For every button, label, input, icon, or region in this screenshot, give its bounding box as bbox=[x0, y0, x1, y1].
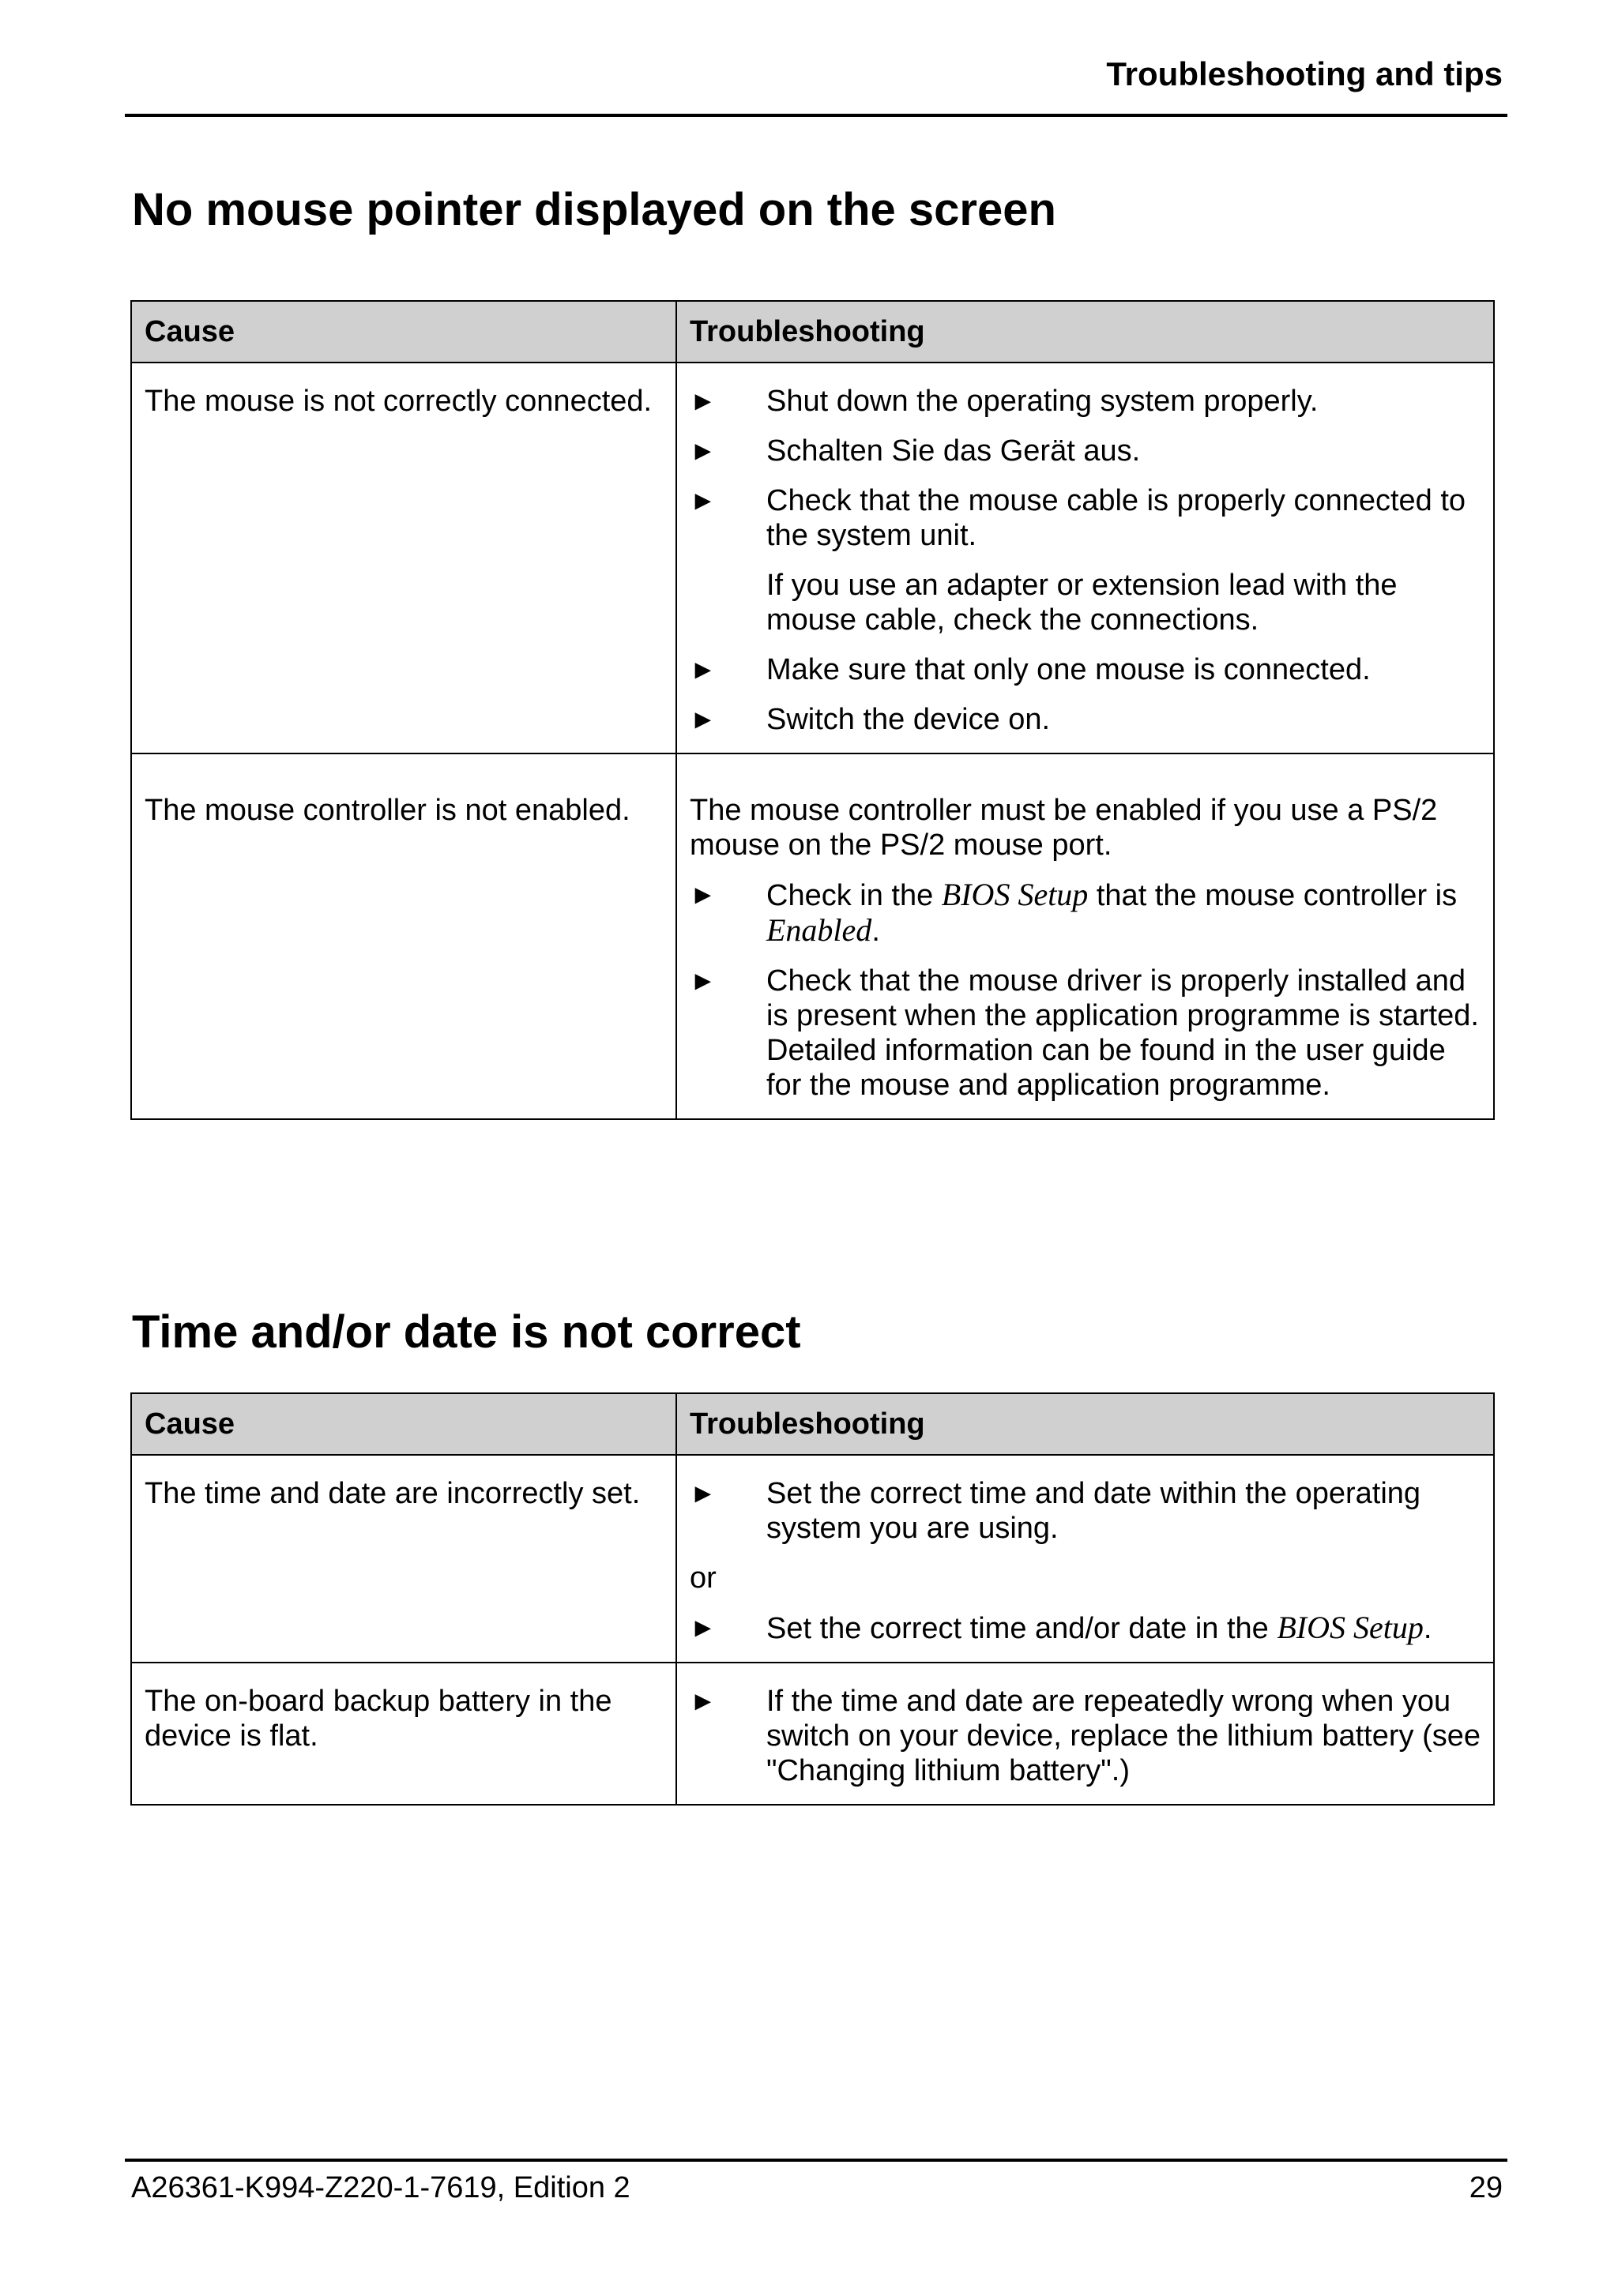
troubleshooting-cell bbox=[676, 1663, 1494, 1805]
bullet-arrow-icon: ► bbox=[690, 1686, 717, 1716]
cause-cell: The mouse controller is not enabled. bbox=[131, 753, 676, 1119]
page-header bbox=[125, 55, 1507, 117]
step-text bbox=[766, 877, 1481, 949]
step-text-suffix: . bbox=[1423, 1612, 1432, 1645]
table-header-row bbox=[131, 301, 1494, 363]
troubleshooting-step bbox=[690, 964, 1481, 1103]
column-header-cause: Cause bbox=[131, 1393, 676, 1455]
step-text-prefix: Set the correct time and/or date in the bbox=[766, 1612, 1277, 1645]
mouse-pointer-table bbox=[130, 300, 1495, 1120]
step-text: Schalten Sie das Gerät aus. bbox=[766, 434, 1141, 468]
intro-text: The mouse controller must be enabled if you use a PS/2 mouse on the PS/2 mouse port. bbox=[690, 794, 1438, 862]
column-header-troubleshooting: Troubleshooting bbox=[676, 1393, 1494, 1455]
bullet-arrow-icon: ► bbox=[690, 655, 717, 685]
bullet-arrow-icon: ► bbox=[690, 1613, 717, 1643]
bullet-arrow-icon: ► bbox=[690, 386, 717, 416]
time-date-table bbox=[130, 1392, 1495, 1806]
cause-cell: The on-board backup battery in the device is flat. bbox=[131, 1663, 676, 1805]
cause-cell: The time and date are incorrectly set. bbox=[131, 1455, 676, 1663]
section-title-mouse-pointer: No mouse pointer displayed on the screen bbox=[132, 184, 1056, 235]
step-text: If the time and date are repeatedly wrong when you switch on your device, replace the lithium battery (see "Changing lithium battery".) bbox=[766, 1685, 1481, 1787]
table-row bbox=[131, 363, 1494, 753]
step-text: Make sure that only one mouse is connected. bbox=[766, 653, 1371, 686]
or-separator: or bbox=[690, 1561, 717, 1595]
step-text: Check that the mouse cable is properly connected to the system unit. bbox=[766, 484, 1466, 552]
bullet-arrow-icon: ► bbox=[690, 966, 717, 996]
troubleshooting-step bbox=[690, 702, 1481, 737]
step-text: Switch the device on. bbox=[766, 703, 1051, 736]
step-text-middle: that the mouse controller is bbox=[1088, 879, 1458, 912]
troubleshooting-step bbox=[690, 384, 1481, 419]
table-header-row bbox=[131, 1393, 1494, 1455]
bullet-arrow-icon: ► bbox=[690, 705, 717, 735]
page-footer bbox=[125, 2159, 1507, 2204]
troubleshooting-step bbox=[690, 434, 1481, 468]
step-note: If you use an adapter or extension lead with the mouse cable, check the connections. bbox=[766, 569, 1398, 637]
cause-cell: The mouse is not correctly connected. bbox=[131, 363, 676, 753]
column-header-cause: Cause bbox=[131, 301, 676, 363]
section-title-time-date: Time and/or date is not correct bbox=[132, 1306, 801, 1358]
troubleshooting-cell bbox=[676, 363, 1494, 753]
troubleshooting-step bbox=[690, 1610, 1481, 1646]
bullet-arrow-icon: ► bbox=[690, 436, 717, 466]
troubleshooting-step bbox=[690, 877, 1481, 949]
table-row bbox=[131, 1455, 1494, 1663]
troubleshooting-cell bbox=[676, 753, 1494, 1119]
step-text bbox=[766, 1610, 1481, 1646]
troubleshooting-step bbox=[690, 483, 1481, 553]
bullet-arrow-icon: ► bbox=[690, 486, 717, 516]
troubleshooting-cell bbox=[676, 1455, 1494, 1663]
enabled-term: Enabled bbox=[766, 912, 872, 948]
step-text-prefix: Check in the bbox=[766, 879, 942, 912]
page-number: 29 bbox=[1469, 2171, 1503, 2204]
bullet-arrow-icon: ► bbox=[690, 1479, 717, 1509]
troubleshooting-step bbox=[690, 652, 1481, 687]
step-text: Check that the mouse driver is properly installed and is present when the application programme is started. Detailed information can be found in the user guide for the mouse and application programme. bbox=[766, 964, 1479, 1102]
step-text: Shut down the operating system properly. bbox=[766, 385, 1319, 418]
bios-setup-term: BIOS Setup bbox=[941, 877, 1089, 912]
troubleshooting-step bbox=[690, 1476, 1481, 1546]
table-row bbox=[131, 753, 1494, 1119]
bullet-arrow-icon: ► bbox=[690, 880, 717, 910]
step-text-suffix: . bbox=[871, 915, 880, 948]
step-text: Set the correct time and date within the operating system you are using. bbox=[766, 1477, 1421, 1545]
document-id: A26361-K994-Z220-1-7619, Edition 2 bbox=[131, 2171, 630, 2204]
header-title: Troubleshooting and tips bbox=[1106, 55, 1503, 92]
bios-setup-term: BIOS Setup bbox=[1277, 1610, 1424, 1645]
column-header-troubleshooting: Troubleshooting bbox=[676, 301, 1494, 363]
troubleshooting-step bbox=[690, 1684, 1481, 1788]
table-row bbox=[131, 1663, 1494, 1805]
